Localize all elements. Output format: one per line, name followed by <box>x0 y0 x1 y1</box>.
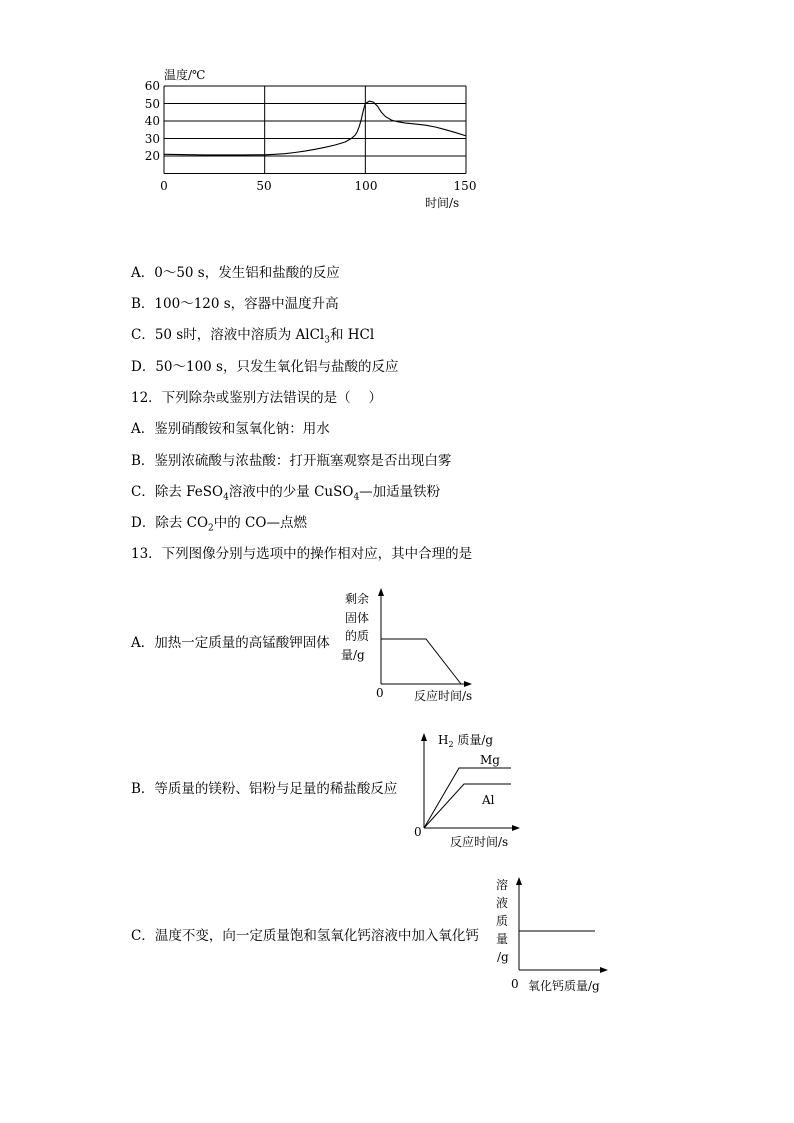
arrow-right-icon <box>464 681 472 687</box>
graph-a-xlabel: 反应时间/s <box>414 689 473 703</box>
arrow-up-icon <box>421 733 427 741</box>
graph-c-xlabel: 氧化钙质量/g <box>528 979 600 993</box>
temp-chart-ylabel: 温度/℃ <box>164 68 206 82</box>
graph-a-origin: 0 <box>376 686 384 700</box>
graph-b-ylabel: $H_2$ 质量/g <box>438 733 494 749</box>
graph-c-ylabel-line: 质 <box>496 914 509 928</box>
graph-a-ylabel-line: 剩余 <box>345 592 370 606</box>
graph-b-legend-mg: Mg <box>480 753 500 767</box>
temp-chart-grid <box>164 86 466 174</box>
graph-13b <box>0 728 794 853</box>
y-tick-label: 40 <box>144 114 160 128</box>
graph-a-series-line <box>381 639 461 684</box>
option-11a: A．0～50 s，发生铝和盐酸的反应 <box>131 265 340 281</box>
option-12c: C．除去 FeSO$_4$溶液中的少量 CuSO$_4$—加适量铁粉 <box>131 484 441 503</box>
option-12b: B．鉴别浓硫酸与浓盐酸：打开瓶塞观察是否出现白雾 <box>131 453 452 469</box>
temperature-chart <box>0 0 794 220</box>
option-13c: C．温度不变，向一定质量饱和氢氧化钙溶液中加入氧化钙 <box>131 928 479 944</box>
graph-c-ylabel-line: 溶 <box>496 878 509 892</box>
temperature-series-line <box>164 101 466 155</box>
graph-13a <box>0 585 794 710</box>
graph-c-ylabel-line: /g <box>497 950 509 964</box>
question-13: 13．下列图像分别与选项中的操作相对应，其中合理的是 <box>131 546 473 562</box>
graph-c-ylabel-line: 液 <box>496 896 509 910</box>
y-tick-label: 20 <box>144 149 160 163</box>
arrow-up-icon <box>378 588 384 596</box>
graph-a-ylabel-line: 的质 <box>345 629 370 643</box>
option-13b: B．等质量的镁粉、铝粉与足量的稀盐酸反应 <box>131 781 398 797</box>
graph-b-xlabel: 反应时间/s <box>450 835 509 849</box>
arrow-up-icon <box>516 877 522 885</box>
x-tick-label: 100 <box>354 179 378 193</box>
temp-chart-xlabel: 时间/s <box>425 196 460 210</box>
option-12a: A．鉴别硝酸铵和氢氧化钠：用水 <box>131 421 330 437</box>
temp-chart-x-ticks <box>160 179 476 193</box>
graph-13c <box>0 872 794 997</box>
graph-c-origin: 0 <box>511 977 519 991</box>
y-tick-label: 30 <box>144 132 160 146</box>
graph-b-origin: 0 <box>414 825 422 839</box>
graph-a-ylabel-line: 固体 <box>345 611 370 625</box>
x-tick-label: 50 <box>256 179 272 193</box>
option-11d: D．50～100 s，只发生氧化铝与盐酸的反应 <box>131 359 399 375</box>
y-tick-label: 50 <box>144 97 160 111</box>
graph-a-ylabel-line: 量/g <box>341 648 365 662</box>
x-tick-label: 150 <box>453 179 477 193</box>
y-tick-label: 60 <box>144 79 160 93</box>
temp-chart-y-ticks <box>145 79 160 163</box>
x-tick-label: 0 <box>160 179 168 193</box>
option-13a: A．加热一定质量的高锰酸钾固体 <box>131 635 330 651</box>
graph-c-ylabel-line: 量 <box>496 932 509 946</box>
graph-b-series-mg <box>424 768 511 828</box>
arrow-right-icon <box>600 967 608 973</box>
question-12: 12．下列除杂或鉴别方法错误的是（ ） <box>131 390 382 406</box>
arrow-right-icon <box>512 825 520 831</box>
graph-b-legend-al: Al <box>482 793 495 807</box>
option-11b: B．100～120 s，容器中温度升高 <box>131 296 339 312</box>
option-12d: D．除去 $CO_2$中的 CO—点燃 <box>131 515 307 534</box>
option-11c: C．50 s时，溶液中溶质为 AlCl$_3$和 HCl <box>131 327 375 346</box>
